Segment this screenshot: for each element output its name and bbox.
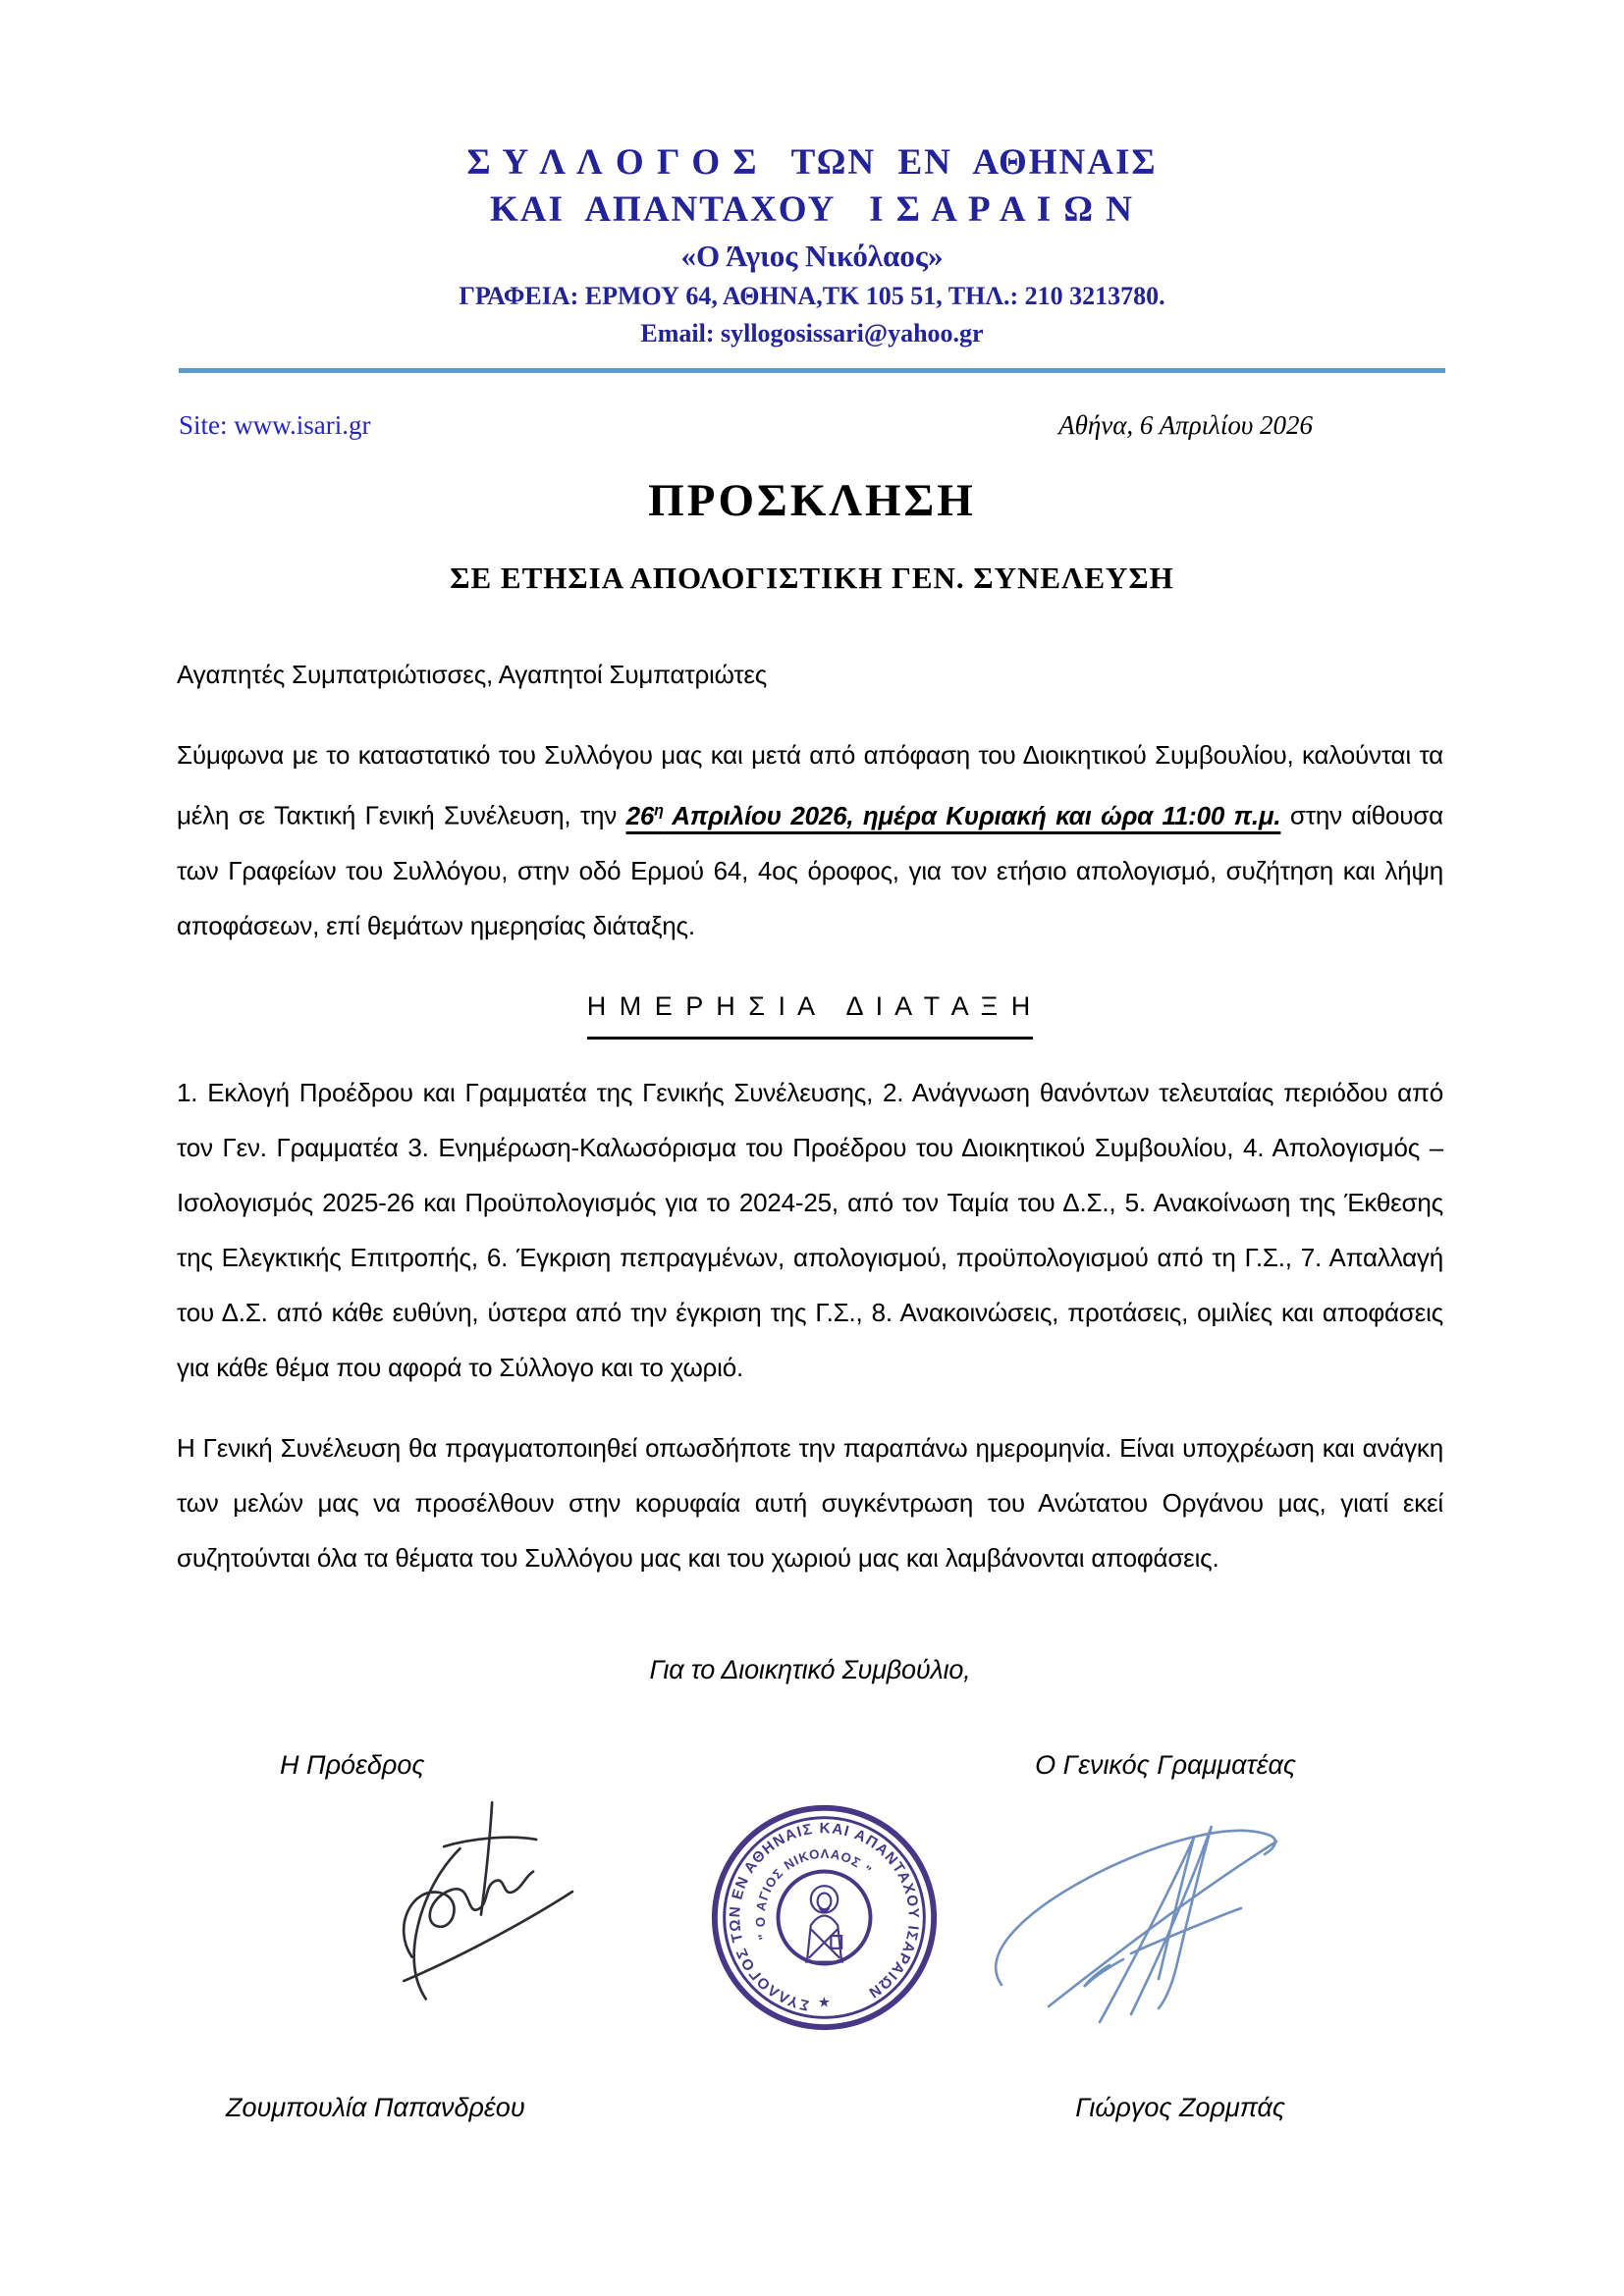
- org-name-line2: ΚΑΙ ΑΠΑΝΤΑΧΟΥ Ι Σ Α Ρ Α Ι Ω Ν: [489, 189, 1135, 230]
- for-board-line: Για το Διοικητικό Συμβούλιο,: [649, 1654, 971, 1684]
- meeting-date-rest: Απριλίου 2026, ημέρα Κυριακή και ώρα 11:00 π.μ.: [663, 800, 1281, 830]
- secretary-name: Γιώργος Ζορμπάς: [1075, 2092, 1285, 2122]
- seal-inner-text: " Ο ΑΓΙΟΣ ΝΙΚΟΛΑΟΣ ": [752, 1845, 875, 1942]
- president-title: Η Πρόεδρος: [280, 1749, 425, 1780]
- saint-nicholas-figure: [805, 1886, 843, 1961]
- signature-titles-row: [0, 1750, 1624, 1781]
- convocation-text-end: στην αίθουσα των Γραφείων του Συλλόγου, στην οδό Ερμού 64, 4ος όροφος, για τον ετήσιο απολογισμό, συζήτηση και λήψη αποφάσεων, επί θεμάτων ημερησίας διάταξης.: [177, 800, 1443, 940]
- agenda-heading-text: Η Μ Ε Ρ Η Σ Ι Α Δ Ι Α Τ Α Ξ Η: [587, 979, 1033, 1040]
- svg-text:" Ο ΑΓΙΟΣ ΝΙΚΟΛΑΟΣ ": [753, 1845, 875, 1941]
- org-email-line: Email: syllogosissari@yahoo.gr: [640, 319, 984, 347]
- convocation-text-start: Σύμφωνα με το καταστατικό του Συλλόγου μας και μετά από απόφαση του Διοικητικού Συμβουλίου, καλούνται τα μέλη σε Τακτική Γενική Συνέλευση, την: [177, 740, 1443, 830]
- seal-outer-text: ΣΥΛΛΟΓΟΣ ΤΩΝ ΕΝ ΑΘΗΝΑΙΣ ΚΑΙ ΑΠΑΝΤΑΧΟΥ ΙΣΑΡΑΙΩΝ: [727, 1819, 922, 2013]
- org-subtitle: «Ο Άγιος Νικόλαος»: [680, 239, 944, 273]
- agenda-items-paragraph: 1. Εκλογή Προέδρου και Γραμματέα της Γενικής Συνέλευσης, 2. Ανάγνωση θανόντων τελευταίας περιόδου από τον Γεν. Γραμματέα 3. Ενημέρωση-Καλωσόρισμα του Προέδρου του Διοικητικού Συμβουλίου, 4. Απολογισμός – Ισολογισμός 2025-26 και Προϋπολογισμός για το 2024-25, από τον Ταμία του Δ.Σ., 5. Ανακοίνωση της Έκθεσης της Ελεγκτικής Επιτροπής, 6. Έγκριση πεπραγμένων, απολογισμού, προϋπολογισμού από τη Γ.Σ., 7. Απαλλαγή του Δ.Σ. από κάθε ευθύνη, ύστερα από την έγκριση της Γ.Σ., 8. Ανακοινώσεις, προτάσεις, ομιλίες και αποφάσεις για κάθε θέμα που αφορά το Σύλλογο και το χωριό.: [177, 1077, 1443, 1382]
- document-body: [177, 647, 1443, 1697]
- meeting-date-ordinal: η: [654, 801, 664, 819]
- header-divider: [179, 368, 1445, 373]
- president-name: Ζουμπουλία Παπανδρέου: [226, 2092, 525, 2122]
- date-line: Αθήνα, 6 Απριλίου 2026: [1058, 410, 1313, 440]
- secretary-signature: [984, 1798, 1298, 2034]
- org-address-line: ΓΡΑΦΕΙΑ: ΕΡΜΟΥ 64, ΑΘΗΝΑ,ΤΚ 105 51, ΤΗΛ.: 210 3213780.: [459, 282, 1165, 310]
- agenda-heading: [177, 979, 1443, 1040]
- meta-row: [179, 410, 1445, 441]
- signature-names-row: [0, 2093, 1624, 2123]
- org-name-line1: Σ Υ Λ Λ Ο Γ Ο Σ ΤΩΝ ΕΝ ΑΘΗΝΑΙΣ: [466, 142, 1158, 183]
- document-subtitle: ΣΕ ΕΤΗΣΙΑ ΑΠΟΛΟΓΙΣΤΙΚΗ ΓΕΝ. ΣΥΝΕΛΕΥΣΗ: [450, 561, 1174, 595]
- meeting-date-emphasis: [626, 801, 1281, 830]
- website-link[interactable]: Site: www.isari.gr: [179, 410, 371, 440]
- association-seal: [709, 1802, 940, 2033]
- letterhead: [0, 0, 1624, 352]
- secretary-title: Ο Γενικός Γραμματέας: [1035, 1749, 1296, 1780]
- president-signature: [371, 1794, 597, 2025]
- seal-star-icon: ★: [817, 1995, 832, 2011]
- paragraph-closing: Η Γενική Συνέλευση θα πραγματοποιηθεί οπωσδήποτε την παραπάνω ημερομηνία. Είναι υποχρέωση και ανάγκη των μελών μας να προσέλθουν στην κορυφαία αυτή συγκέντρωση του Ανώτατου Οργάνου μας, γιατί εκεί συζητούνται όλα τα θέματα του Συλλόγου μας και του χωριού μας και λαμβάνονται αποφάσεις.: [177, 1432, 1443, 1573]
- paragraph-convocation: [177, 727, 1443, 953]
- signature-area: [0, 1789, 1624, 2091]
- meeting-date-number: 26: [625, 800, 655, 830]
- greeting-line: Αγαπητές Συμπατριώτισσες, Αγαπητοί Συμπατριώτες: [177, 660, 768, 689]
- document-title: ΠΡΟΣΚΛΗΣΗ: [648, 475, 976, 526]
